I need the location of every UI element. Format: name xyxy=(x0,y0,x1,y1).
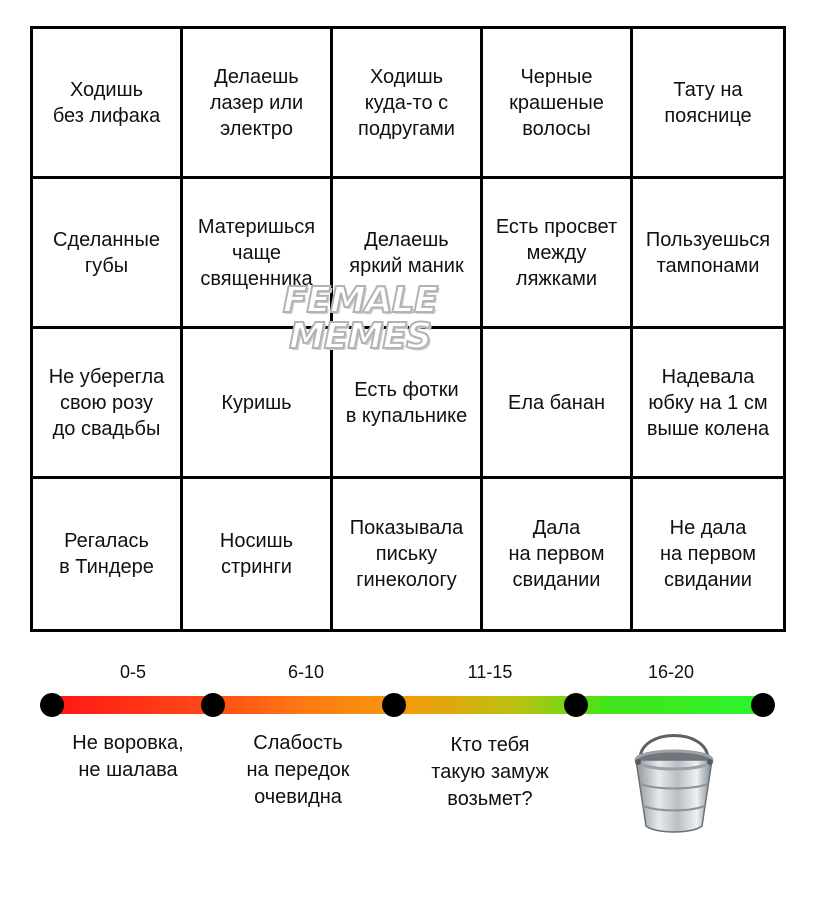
watermark-line: MEMES xyxy=(289,316,431,357)
bingo-cell: Есть фотки в купальнике xyxy=(333,329,483,479)
bingo-cell: Ходишь без лифака xyxy=(33,29,183,179)
score-range-label: 11-15 xyxy=(467,662,513,682)
bingo-cell: Регалась в Тиндере xyxy=(33,479,183,629)
bingo-cell: Сделанные губы xyxy=(33,179,183,329)
bingo-cell: Дала на первом свидании xyxy=(483,479,633,629)
score-range-label: 16-20 xyxy=(647,662,695,682)
bingo-cell: Есть просвет между ляжками xyxy=(483,179,633,329)
score-verdict: Не воровка, не шалава xyxy=(72,732,184,781)
score-verdict: Кто тебя такую замуж возьмет? xyxy=(431,734,549,810)
bingo-cell: Делаешь лазер или электро xyxy=(183,29,333,179)
scale-marker xyxy=(564,693,588,717)
score-verdict: Слабость на передок очевидна xyxy=(246,732,350,808)
bingo-cell: Ходишь куда-то с подругами xyxy=(333,29,483,179)
score-gradient-bar xyxy=(52,696,763,714)
bingo-cell: Куришь xyxy=(183,329,333,479)
score-range-label: 6-10 xyxy=(287,662,325,682)
bingo-cell: Не дала на первом свидании xyxy=(659,517,757,591)
bingo-cell: Надевала юбку на 1 см выше колена xyxy=(633,329,783,479)
bingo-cell: Делаешь яркий маник xyxy=(333,179,483,329)
bingo-cell: Пользуешься тампонами xyxy=(633,179,783,329)
score-range-label: 0-5 xyxy=(119,662,146,682)
bingo-cell: Черные крашеные волосы xyxy=(483,29,633,179)
bingo-cell: Не уберегла свою розу до свадьбы xyxy=(33,329,183,479)
bingo-cell: Показывала письку гинекологу xyxy=(333,479,483,629)
watermark-logo xyxy=(280,280,440,357)
scale-marker xyxy=(201,693,225,717)
watermark-line: FEMALE xyxy=(282,280,438,321)
scale-marker xyxy=(382,693,406,717)
scale-marker xyxy=(40,693,64,717)
bingo-cell: Ела банан xyxy=(483,329,633,479)
bucket-icon xyxy=(628,726,720,834)
bingo-cell: Носишь стринги xyxy=(183,479,333,629)
bingo-cell: Материшься чаще священника xyxy=(183,179,333,329)
scale-marker xyxy=(751,693,775,717)
bingo-cell: Тату на пояснице xyxy=(633,29,783,179)
